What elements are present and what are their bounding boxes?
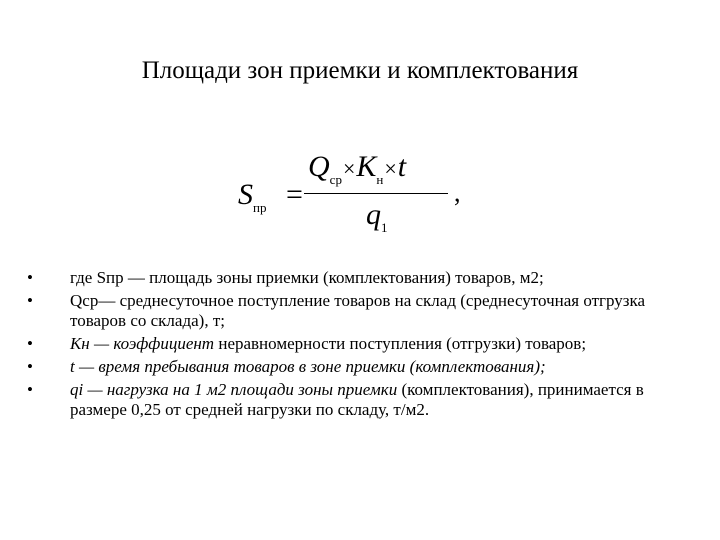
list-item bbox=[27, 334, 699, 354]
slide-title: Площади зон приемки и комплектования bbox=[141, 57, 579, 84]
formula bbox=[238, 148, 478, 240]
bullet-marker: • bbox=[27, 334, 33, 353]
formula-lhs bbox=[238, 178, 266, 225]
bullet-marker: • bbox=[27, 268, 33, 287]
list-item bbox=[27, 380, 699, 420]
formula-comma: , bbox=[454, 178, 461, 207]
formula-times-1: × bbox=[342, 156, 356, 181]
formula-numerator bbox=[308, 150, 458, 197]
bullet-text-italic: qi — нагрузка на 1 м2 площади зоны приемки bbox=[70, 380, 398, 399]
list-item bbox=[27, 291, 699, 331]
definitions-list bbox=[27, 268, 699, 423]
bullet-marker: • bbox=[27, 357, 33, 376]
formula-k-subscript: н bbox=[376, 172, 384, 187]
formula-s-symbol: S bbox=[238, 178, 253, 211]
formula-fraction-bar bbox=[304, 193, 448, 194]
bullet-marker: • bbox=[27, 380, 33, 399]
bullet-text-italic: t — время пребывания товаров в зоне приемки (комплектования); bbox=[70, 357, 546, 376]
formula-t-symbol: t bbox=[397, 150, 407, 183]
bullet-marker: • bbox=[27, 291, 33, 310]
bullet-text-italic: Кн — коэффициент bbox=[70, 334, 215, 353]
list-item bbox=[27, 268, 699, 288]
formula-den-q-symbol: q bbox=[366, 198, 381, 231]
formula-s-subscript: пр bbox=[253, 200, 267, 215]
formula-k-symbol: K bbox=[356, 150, 377, 183]
formula-q-subscript: ср bbox=[329, 172, 342, 187]
bullet-text: где Sпр — площадь зоны приемки (комплектования) товаров, м2; bbox=[70, 268, 544, 287]
bullet-text: Qср— среднесуточное поступление товаров на склад (среднесуточная отгрузка товаров со склада), т; bbox=[70, 291, 646, 330]
bullet-text: (комплектования), принимается в размере 0,25 от средней нагрузки по складу, т/м2. bbox=[70, 380, 644, 419]
formula-denominator bbox=[366, 198, 388, 245]
bullet-text: неравномерности поступления (отгрузки) товаров; bbox=[214, 334, 587, 353]
formula-times-2: × bbox=[384, 156, 397, 181]
formula-den-q-subscript: 1 bbox=[381, 220, 388, 235]
list-item bbox=[27, 357, 699, 377]
formula-q-symbol: Q bbox=[308, 150, 330, 183]
formula-equals: = bbox=[286, 178, 303, 211]
